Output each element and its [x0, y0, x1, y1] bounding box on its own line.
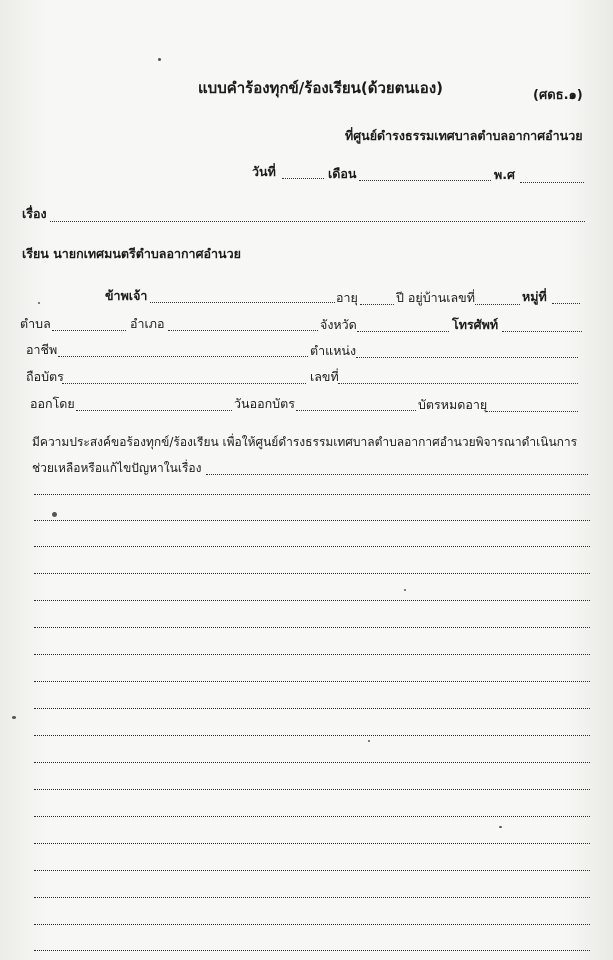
name-label: ข้าพเจ้า [105, 288, 148, 303]
writing-line[interactable] [34, 897, 590, 898]
occupation-field[interactable] [58, 356, 308, 357]
issue-date-field[interactable] [296, 410, 416, 411]
writing-line[interactable] [34, 924, 590, 925]
writing-line[interactable] [34, 950, 590, 951]
subject-field[interactable] [50, 221, 585, 222]
scan-speck [404, 589, 406, 591]
position-field[interactable] [356, 357, 578, 358]
writing-line[interactable] [34, 546, 590, 547]
expiry-label: บัตรหมดอายุ [418, 397, 488, 412]
writing-line[interactable] [34, 494, 590, 495]
writing-line[interactable] [34, 843, 590, 844]
subject-label: เรื่อง [22, 206, 47, 221]
date-month-field[interactable] [359, 180, 491, 181]
phone-field[interactable] [502, 331, 582, 332]
issued-by-label: ออกโดย [30, 396, 75, 411]
expiry-field[interactable] [486, 411, 578, 412]
date-month-label: เดือน [328, 166, 357, 181]
age-field[interactable] [360, 304, 394, 305]
years-address-label: ปี อยู่บ้านเลขที่ [396, 290, 475, 305]
form-title: แบบคำร้องทุกข์/ร้องเรียน(ด้วยตนเอง) [198, 79, 443, 97]
writing-line[interactable] [34, 816, 590, 817]
scan-speck [12, 716, 16, 719]
scan-speck [38, 302, 40, 304]
purpose-line-2: ช่วยเหลือหรือแก้ไขปัญหาในเรื่อง [32, 461, 202, 475]
date-day-label: วันที่ [252, 164, 276, 179]
issued-by-field[interactable] [76, 410, 232, 411]
writing-line[interactable] [34, 789, 590, 790]
house-number-field[interactable] [475, 304, 520, 305]
date-year-field[interactable] [520, 182, 584, 183]
scan-speck [52, 512, 57, 517]
moo-field[interactable] [552, 303, 580, 304]
tambon-field[interactable] [52, 330, 126, 331]
id-card-label: ถือบัตร [26, 369, 64, 384]
scan-speck [158, 58, 161, 61]
position-label: ตำแหน่ง [310, 343, 357, 358]
writing-line[interactable] [34, 600, 590, 601]
writing-line[interactable] [34, 870, 590, 871]
number-field[interactable] [338, 383, 578, 384]
province-field[interactable] [357, 331, 449, 332]
tambon-label: ตำบล [20, 316, 51, 331]
date-day-field[interactable] [282, 178, 324, 179]
phone-label: โทรศัพท์ [452, 317, 499, 332]
writing-line[interactable] [34, 654, 590, 655]
writing-line[interactable] [34, 681, 590, 682]
issue-date-label: วันออกบัตร [234, 396, 295, 411]
salutation: เรียน นายกเทศมนตรีตำบลอากาศอำนวย [22, 246, 241, 261]
date-year-label: พ.ศ [494, 167, 515, 182]
office-line: ที่ศูนย์ดำรงธรรมเทศบาลตำบลอากาศอำนวย [345, 128, 583, 143]
writing-line[interactable] [34, 735, 590, 736]
scan-speck [368, 740, 370, 742]
writing-line[interactable] [34, 708, 590, 709]
purpose-line-1: มีความประสงค์ขอร้องทุกข์/ร้องเรียน เพื่อให้ศูนย์ดำรงธรรมเทศบาลตำบลอากาศอำนวยพิจารณาดำเนินการ [32, 435, 578, 449]
occupation-label: อาชีพ [26, 342, 58, 357]
id-card-field[interactable] [62, 383, 306, 384]
writing-line[interactable] [34, 627, 590, 628]
form-code: (ศดธ.๑) [533, 88, 583, 103]
name-field[interactable] [150, 302, 335, 303]
purpose-field-first-line[interactable] [206, 474, 588, 475]
writing-line[interactable] [34, 762, 590, 763]
moo-label: หมู่ที่ [522, 289, 547, 304]
amphoe-field[interactable] [168, 330, 318, 331]
amphoe-label: อำเภอ [130, 316, 165, 331]
writing-line[interactable] [34, 520, 590, 521]
province-label: จังหวัด [320, 317, 357, 332]
number-label: เลขที่ [310, 369, 339, 384]
scan-speck [499, 826, 502, 828]
writing-line[interactable] [34, 573, 590, 574]
age-label: อายุ [336, 290, 358, 305]
